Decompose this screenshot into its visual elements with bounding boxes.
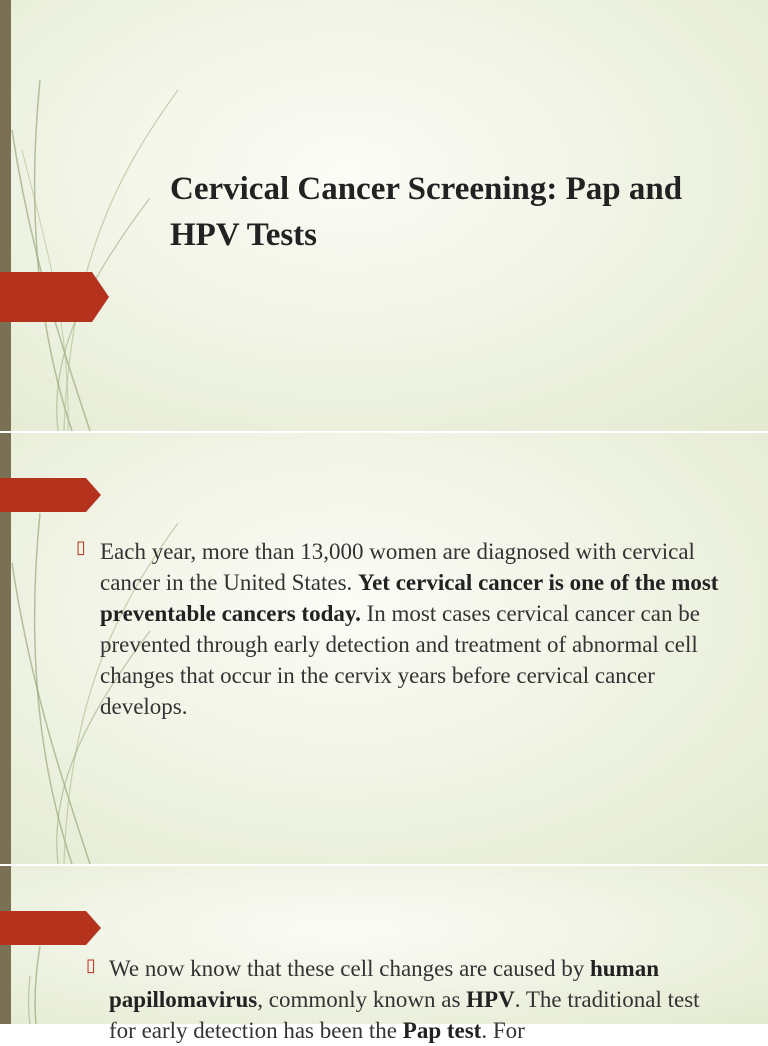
text-run: , commonly known as [257, 987, 467, 1012]
bullet-paragraph [109, 953, 724, 1046]
slide-content-2 [0, 866, 768, 1043]
bold-text-run: Pap test [402, 1018, 482, 1043]
bold-text-run: HPV [466, 987, 515, 1012]
slide-title-page [0, 0, 768, 431]
text-run: In most cases cervical cancer can be prevented through early detection and treatment of abnormal cell changes that occur in the cervix years before cervical cancer develops. [100, 601, 700, 719]
arrow-tab [0, 272, 110, 322]
bullet-marker: ▯ [86, 955, 96, 976]
text-run: We now know that these cell changes are caused by [109, 956, 590, 981]
slide-content-1 [0, 433, 768, 864]
text-run: . For [481, 1018, 525, 1043]
bullet-paragraph [100, 536, 720, 722]
bold-text-run: human papillomavirus [109, 956, 660, 1012]
text-run: Each year, more than 13,000 women are diagnosed with cervical cancer in the United States. [100, 539, 695, 595]
arrow-tab [0, 478, 102, 512]
left-accent-bar [0, 433, 11, 864]
left-accent-bar [0, 0, 11, 431]
arrow-tab [0, 911, 102, 945]
left-accent-bar [0, 866, 11, 1024]
slide-title: Cervical Cancer Screening: Pap and HPV Tests [170, 171, 683, 253]
bullet-marker: ▯ [76, 537, 86, 558]
text-run: . The traditional test for early detection has been the [109, 987, 700, 1043]
bold-text-run: Yet cervical cancer is one of the most preventable cancers today. [100, 570, 719, 626]
